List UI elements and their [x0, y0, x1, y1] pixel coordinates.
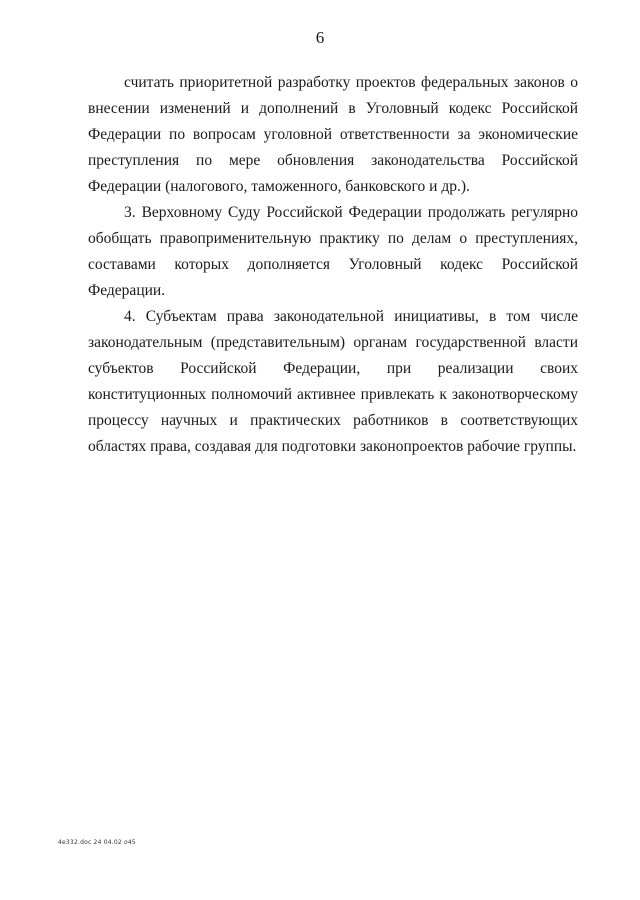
paragraph-item-4: 4. Субъектам права законодательной инициативы, в том числе законодательным (представительным) органам государственной власти субъектов Российской Федерации, при реализации своих конституционных полномочий активнее привлекать к законотворческому процессу научных и практических работников в соответствующих областях права, создавая для подготовки законопроектов рабочие группы. [88, 308, 578, 455]
paragraph-continued: считать приоритетной разработку проектов федеральных законов о внесении изменений и дополнений в Уголовный кодекс Российской Федерации по вопросам уголовной ответственности за экономические преступления по мере обновления законодательства Российской Федерации (налогового, таможенного, банковского и др.). [88, 74, 578, 195]
page-number: 6 [315, 28, 325, 47]
paragraph-item-3: 3. Верховному Суду Российской Федерации продолжать регулярно обобщать правоприменительную практику по делам о преступлениях, составами которых дополняется Уголовный кодекс Российской Федерации. [88, 204, 578, 299]
footer-document-code: 4е332.doc 24 04.02 о45 [58, 839, 136, 846]
document-body [88, 70, 578, 460]
